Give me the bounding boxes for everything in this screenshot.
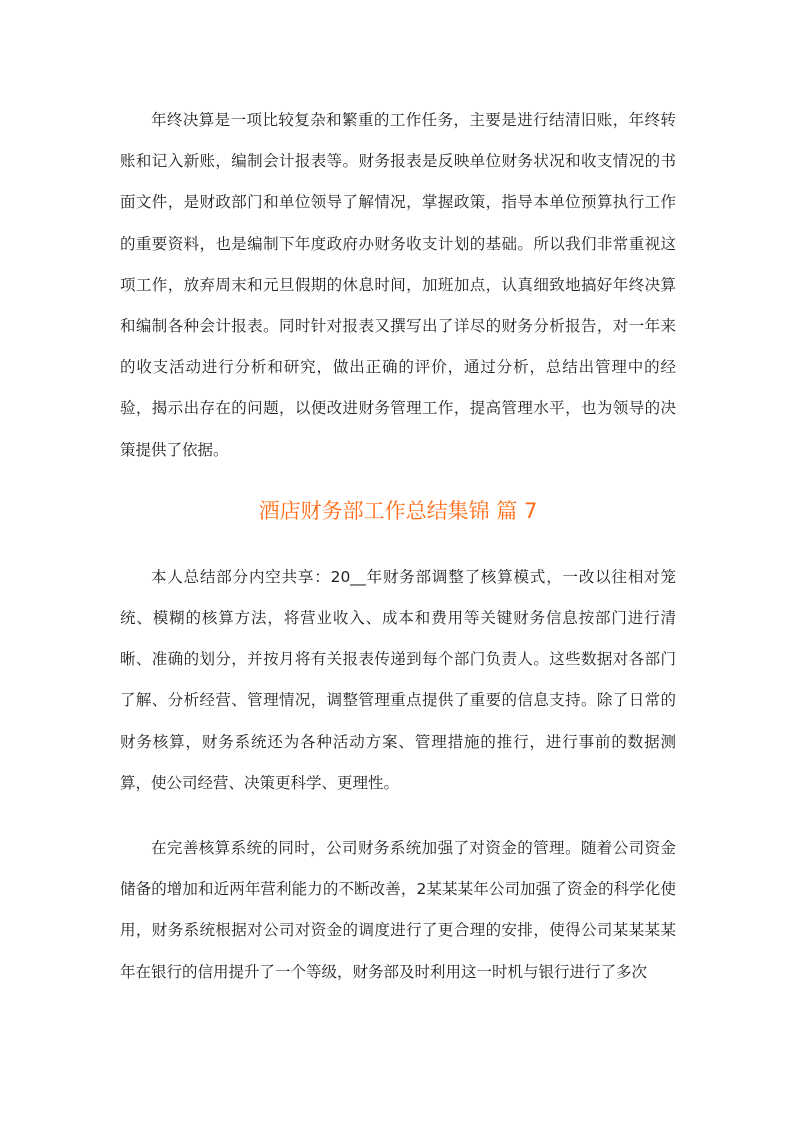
paragraph-year-end-accounts: 年终决算是一项比较复杂和繁重的工作任务，主要是进行结清旧账，年终转账和记入新账，编制会计报表等。财务报表是反映单位财务状况和收支情况的书面文件，是财政部门和单位领导了解情况，掌握政策，指导本单位预算执行工作的重要资料，也是编制下年度政府办财务收支计划的基础。所以我们非常重视这项工作，放弃周末和元旦假期的休息时间，加班加点，认真细致地搞好年终决算和编制各种会计报表。同时针对报表又撰写出了详尽的财务分析报告，对一年来的收支活动进行分析和研究，做出正确的评价，通过分析，总结出管理中的经验，揭示出存在的问题，以便改进财务管理工作，提高管理水平，也为领导的决策提供了依据。 [120, 111, 676, 459]
document-content [120, 100, 676, 993]
paragraph-accounting-model: 本人总结部分内空共享：20__年财务部调整了核算模式，一改以往相对笼统、模糊的核算方法，将营业收入、成本和费用等关键财务信息按部门进行清晰、准确的划分，并按月将有关报表传递到每个部门负责人。这些数据对各部门了解、分析经营、管理情况，调整管理重点提供了重要的信息支持。除了日常的财务核算，财务系统还为各种活动方案、管理措施的推行，进行事前的数据测算，使公司经营、决策更科学、更理性。 [120, 567, 676, 792]
paragraph-spacer [120, 804, 676, 828]
section-heading: 酒店财务部工作总结集锦 篇 7 [258, 498, 538, 523]
paragraph-fund-management: 在完善核算系统的同时，公司财务系统加强了对资金的管理。随着公司资金储备的增加和近两年营利能力的不断改善，2某某某年公司加强了资金的科学化使用，财务系统根据对公司对资金的调度进行了更合理的安排，使得公司某某某某年在银行的信用提升了一个等级，财务部及时利用这一时机与银行进行了多次 [120, 839, 676, 981]
